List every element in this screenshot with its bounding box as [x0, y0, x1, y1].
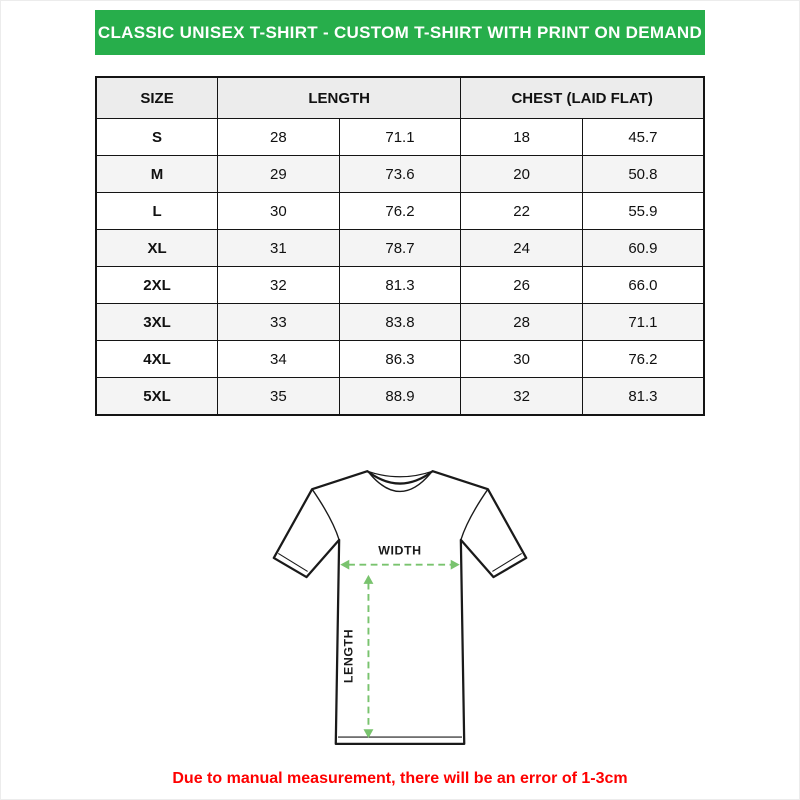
- cell-length-in: 34: [218, 341, 340, 378]
- cell-length-cm: 76.2: [339, 193, 461, 230]
- cell-size: XL: [96, 230, 218, 267]
- cell-chest-in: 30: [461, 341, 583, 378]
- collar-back-line: [367, 471, 432, 477]
- cell-chest-in: 20: [461, 156, 583, 193]
- measurement-note: Due to manual measurement, there will be an error of 1-3cm: [172, 770, 628, 787]
- table-row: [96, 230, 704, 267]
- cell-length-in: 28: [218, 119, 340, 156]
- cell-length-in: 31: [218, 230, 340, 267]
- cell-chest-in: 32: [461, 378, 583, 416]
- cell-length-cm: 73.6: [339, 156, 461, 193]
- cell-size: 2XL: [96, 267, 218, 304]
- cell-chest-cm: 45.7: [582, 119, 704, 156]
- cell-length-cm: 83.8: [339, 304, 461, 341]
- cell-size: L: [96, 193, 218, 230]
- cell-length-in: 35: [218, 378, 340, 416]
- cell-length-in: 29: [218, 156, 340, 193]
- cell-chest-in: 28: [461, 304, 583, 341]
- banner-title: CLASSIC UNISEX T-SHIRT - CUSTOM T-SHIRT WITH PRINT ON DEMAND: [97, 22, 703, 42]
- cell-chest-cm: 76.2: [582, 341, 704, 378]
- cell-chest-in: 24: [461, 230, 583, 267]
- tshirt-outline-svg: [259, 452, 541, 754]
- cell-chest-in: 22: [461, 193, 583, 230]
- header-length: LENGTH: [218, 77, 461, 119]
- cell-size: M: [96, 156, 218, 193]
- cell-chest-cm: 60.9: [582, 230, 704, 267]
- cell-length-cm: 71.1: [339, 119, 461, 156]
- table-row: [96, 304, 704, 341]
- header-chest: CHEST (LAID FLAT): [461, 77, 704, 119]
- cell-length-cm: 86.3: [339, 341, 461, 378]
- table-row: [96, 378, 704, 416]
- table-row: [96, 267, 704, 304]
- cell-size: 5XL: [96, 378, 218, 416]
- banner: [95, 10, 705, 55]
- cell-chest-in: 26: [461, 267, 583, 304]
- size-table: [95, 76, 705, 416]
- cell-chest-cm: 81.3: [582, 378, 704, 416]
- cell-chest-in: 18: [461, 119, 583, 156]
- length-label: LENGTH: [341, 628, 356, 684]
- header-size: SIZE: [96, 77, 218, 119]
- cell-length-cm: 81.3: [339, 267, 461, 304]
- table-row: [96, 119, 704, 156]
- cell-chest-cm: 66.0: [582, 267, 704, 304]
- cell-chest-cm: 55.9: [582, 193, 704, 230]
- table-header-row: [96, 77, 704, 119]
- cell-length-in: 30: [218, 193, 340, 230]
- cell-length-in: 32: [218, 267, 340, 304]
- table-row: [96, 341, 704, 378]
- table-row: [96, 156, 704, 193]
- cell-chest-cm: 71.1: [582, 304, 704, 341]
- cell-size: S: [96, 119, 218, 156]
- cell-length-cm: 78.7: [339, 230, 461, 267]
- cell-chest-cm: 50.8: [582, 156, 704, 193]
- cell-length-cm: 88.9: [339, 378, 461, 416]
- cell-size: 3XL: [96, 304, 218, 341]
- tshirt-diagram: [1, 452, 799, 754]
- table-row: [96, 193, 704, 230]
- cell-size: 4XL: [96, 341, 218, 378]
- width-label: WIDTH: [378, 543, 422, 558]
- cell-length-in: 33: [218, 304, 340, 341]
- tshirt-body-outline: [274, 471, 526, 744]
